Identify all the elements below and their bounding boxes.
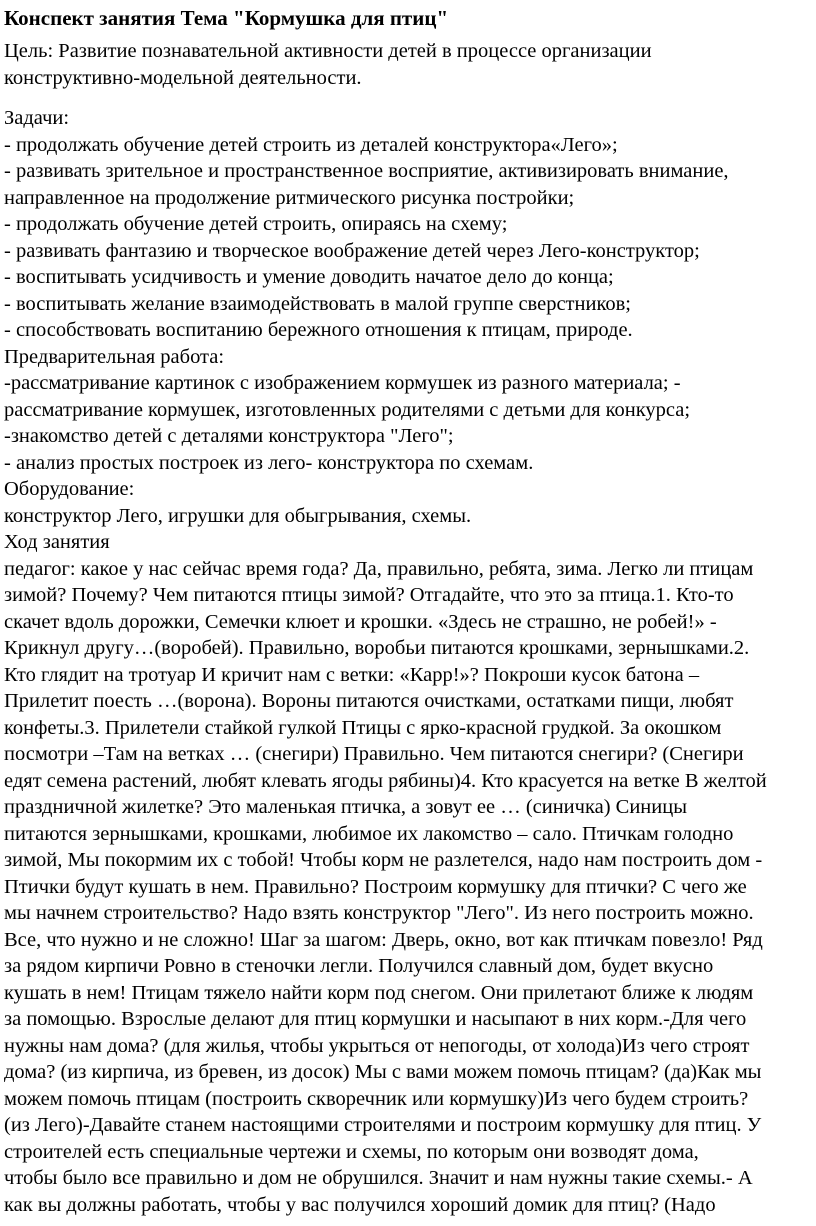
document-body <box>4 105 810 1218</box>
text-line: зимой, Мы покормим их с тобой! Чтобы корм не разлетелся, надо нам построить дом - <box>4 849 763 871</box>
section-heading-preparation: Предварительная работа: <box>4 345 225 368</box>
text-line: педагог: какое у нас сейчас время года? Да, правильно, ребята, зима. Легко ли птицам <box>4 557 754 580</box>
text-line: -рассматривание картинок с изображением кормушек из разного материала; - <box>4 372 681 394</box>
text-line: - способствовать воспитанию бережного отношения к птицам, природе. <box>4 319 633 341</box>
document-title: Конспект занятия Тема "Кормушка для птиц" <box>4 6 449 30</box>
section-heading-tasks: Задачи: <box>4 107 70 129</box>
section-heading-lesson: Ход занятия <box>4 531 110 553</box>
section-heading-equipment: Оборудование: <box>4 478 135 500</box>
text-line: Цель: Развитие познавательной активности детей в процессе организации <box>4 40 652 62</box>
text-line: зимой? Почему? Чем питаются птицы зимой? Отгадайте, что это за птица.1. Кто-то <box>4 584 734 606</box>
text-line: Кто глядит на тротуар И кричит нам с ветки: «Карр!»? Покроши кусок батона – <box>4 663 700 686</box>
text-line: едят семена растений, любят клевать ягоды рябины)4. Кто красуется на ветке В желтой <box>4 769 767 792</box>
text-line: можем помочь птицам (построить скворечник или кормушку)Из чего будем строить? <box>4 1087 749 1110</box>
text-line: рассматривание кормушек, изготовленных родителями с детьми для конкурса; <box>4 398 691 421</box>
goal-paragraph <box>4 38 810 91</box>
text-line: Птички будут кушать в нем. Правильно? Построим кормушку для птички? С чего же <box>4 875 747 898</box>
text-line: - развивать фантазию и творческое воображение детей через Лего-конструктор; <box>4 239 700 262</box>
text-line: - продолжать обучение детей строить из деталей конструктора«Лего»; <box>4 133 618 156</box>
text-line: праздничной жилетке? Это маленькая птичка, а зовут ее … (синичка) Синицы <box>4 796 687 818</box>
text-line: (из Лего)-Давайте станем настоящими строителями и построим кормушку для птиц. У <box>4 1114 762 1136</box>
text-line: Крикнул другу…(воробей). Правильно, воробьи питаются крошками, зернышками.2. <box>4 637 750 659</box>
text-line: как вы должны работать, чтобы у вас получился хороший домик для птиц? (Надо <box>4 1193 716 1216</box>
text-line: направленное на продолжение ритмического рисунка постройки; <box>4 186 575 209</box>
text-line: - анализ простых построек из лего- конструктора по схемам. <box>4 451 534 474</box>
text-line: мы начнем строительство? Надо взять конструктор "Лего". Из него построить можно. <box>4 902 754 924</box>
text-line: -знакомство детей с деталями конструктора "Лего"; <box>4 425 454 447</box>
text-line: - продолжать обучение детей строить, опираясь на схему; <box>4 213 508 235</box>
text-line: посмотри –Там на ветках … (снегири) Правильно. Чем питаются снегири? (Снегири <box>4 743 744 765</box>
text-line: конструктивно-модельной деятельности. <box>4 66 362 89</box>
paragraph-gap <box>4 91 810 105</box>
text-line: Все, что нужно и не сложно! Шаг за шагом: Дверь, окно, вот как птичкам повезло! Ряд <box>4 928 763 951</box>
text-line: скачет вдоль дорожки, Семечки клюет и крошки. «Здесь не страшно, не робей!» - <box>4 610 717 633</box>
text-line: за помощью. Взрослые делают для птиц кормушки и насыпают в них корм.-Для чего <box>4 1008 747 1030</box>
text-line: конфеты.3. Прилетели стайкой гулкой Птицы с ярко-красной грудкой. За окошком <box>4 716 722 739</box>
text-line: - развивать зрительное и пространственное восприятие, активизировать внимание, <box>4 160 729 182</box>
text-line: чтобы было все правильно и дом не обрушился. Значит и нам нужны такие схемы.- А <box>4 1167 753 1189</box>
text-line: питаются зернышками, крошками, любимое их лакомство – сало. Птичкам голодно <box>4 822 734 845</box>
text-line: дома? (из кирпича, из бревен, из досок) Мы с вами можем помочь птицам? (да)Как мы <box>4 1061 762 1083</box>
text-line: - воспитывать желание взаимодействовать в малой группе сверстников; <box>4 292 632 315</box>
text-line: строителей есть специальные чертежи и схемы, по которым они возводят дома, <box>4 1140 699 1163</box>
text-line: - воспитывать усидчивость и умение доводить начатое дело до конца; <box>4 266 614 288</box>
text-line: конструктор Лего, игрушки для обыгрывания, схемы. <box>4 504 472 527</box>
text-line: кушать в нем! Птицам тяжело найти корм под снегом. Они прилетают ближе к людям <box>4 981 754 1004</box>
text-line: нужны нам дома? (для жилья, чтобы укрыться от непогоды, от холода)Из чего строят <box>4 1034 750 1057</box>
text-line: Прилетит поесть …(ворона). Вороны питаются очистками, остатками пищи, любят <box>4 690 734 712</box>
text-line: за рядом кирпичи Ровно в стеночки легли. Получился славный дом, будет вкусно <box>4 955 714 977</box>
